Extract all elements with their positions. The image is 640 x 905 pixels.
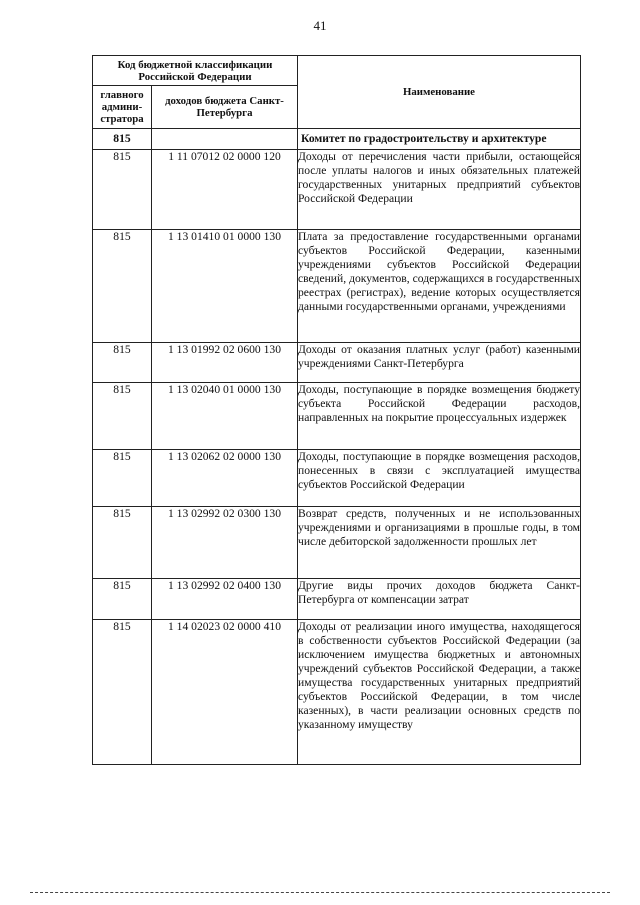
admin-code: 815: [93, 230, 152, 343]
admin-code: 815: [93, 383, 152, 450]
page-number: 41: [313, 18, 327, 33]
row-name: Другие виды прочих доходов бюджета Санкт-Петербурга от компенсации затрат: [298, 579, 581, 620]
row-name: Доходы от оказания платных услуг (работ) казенными учреждениями Санкт-Петербурга: [298, 343, 581, 383]
budget-classification-table: [92, 55, 581, 765]
admin-code: 815: [93, 150, 152, 230]
revenue-code: 1 13 02992 02 0300 130: [152, 507, 298, 579]
page-bottom-divider: [30, 892, 610, 893]
row-name: Доходы, поступающие в порядке возмещения расходов, понесенных в связи с эксплуатацией имущества субъектов Российской Федерации: [298, 450, 581, 507]
revenue-code: 1 13 01992 02 0600 130: [152, 343, 298, 383]
revenue-code: [152, 129, 298, 150]
row-name: Доходы от реализации иного имущества, находящегося в собственности субъектов Российской Федерации (за исключением имущества бюджетных и автономных учреждений субъектов Российской Федерации, а также имущества государственных унитарных предприятий субъектов Российской Федерации, в том числе казенных), в части реализации основных средств по указанному имуществу: [298, 620, 581, 765]
header-classification: Код бюджетной классификации Российской Федерации: [93, 56, 298, 86]
admin-code: 815: [93, 579, 152, 620]
row-name: Доходы, поступающие в порядке возмещения бюджету субъекта Российской Федерации расходов, направленных на покрытие процессуальных издержек: [298, 383, 581, 450]
table-row: [93, 620, 581, 765]
table-row: [93, 230, 581, 343]
row-name: Комитет по градостроительству и архитектуре: [298, 129, 581, 150]
table-row: [93, 129, 581, 150]
revenue-code: 1 14 02023 02 0000 410: [152, 620, 298, 765]
table-row: [93, 579, 581, 620]
revenue-code: 1 11 07012 02 0000 120: [152, 150, 298, 230]
table-row: [93, 383, 581, 450]
revenue-code: 1 13 02062 02 0000 130: [152, 450, 298, 507]
row-name: Возврат средств, полученных и не использованных учреждениями и организациями в прошлые годы, в том числе дебиторской задолженности прошлых лет: [298, 507, 581, 579]
admin-code: 815: [93, 620, 152, 765]
header-name: Наименование: [298, 56, 581, 129]
revenue-code: 1 13 01410 01 0000 130: [152, 230, 298, 343]
row-name: Доходы от перечисления части прибыли, остающейся после уплаты налогов и иных обязательных платежей государственных унитарных предприятий субъектов Российской Федерации: [298, 150, 581, 230]
table-row: [93, 343, 581, 383]
revenue-code: 1 13 02992 02 0400 130: [152, 579, 298, 620]
row-name: Плата за предоставление государственными органами субъектов Российской Федерации, казенными учреждениями субъектов Российской Федерации сведений, документов, содержащихся в государственных реестрах (регистрах), ведение которых осуществляется данными государственными органами, учреждениями: [298, 230, 581, 343]
revenue-code: 1 13 02040 01 0000 130: [152, 383, 298, 450]
admin-code: 815: [93, 450, 152, 507]
admin-code: 815: [93, 507, 152, 579]
table-row: [93, 450, 581, 507]
table-row: [93, 507, 581, 579]
admin-code: 815: [93, 129, 152, 150]
admin-code: 815: [93, 343, 152, 383]
header-revenue: доходов бюджета Санкт-Петербурга: [152, 86, 298, 129]
table-row: [93, 150, 581, 230]
header-admin: главного админи-стратора: [93, 86, 152, 129]
